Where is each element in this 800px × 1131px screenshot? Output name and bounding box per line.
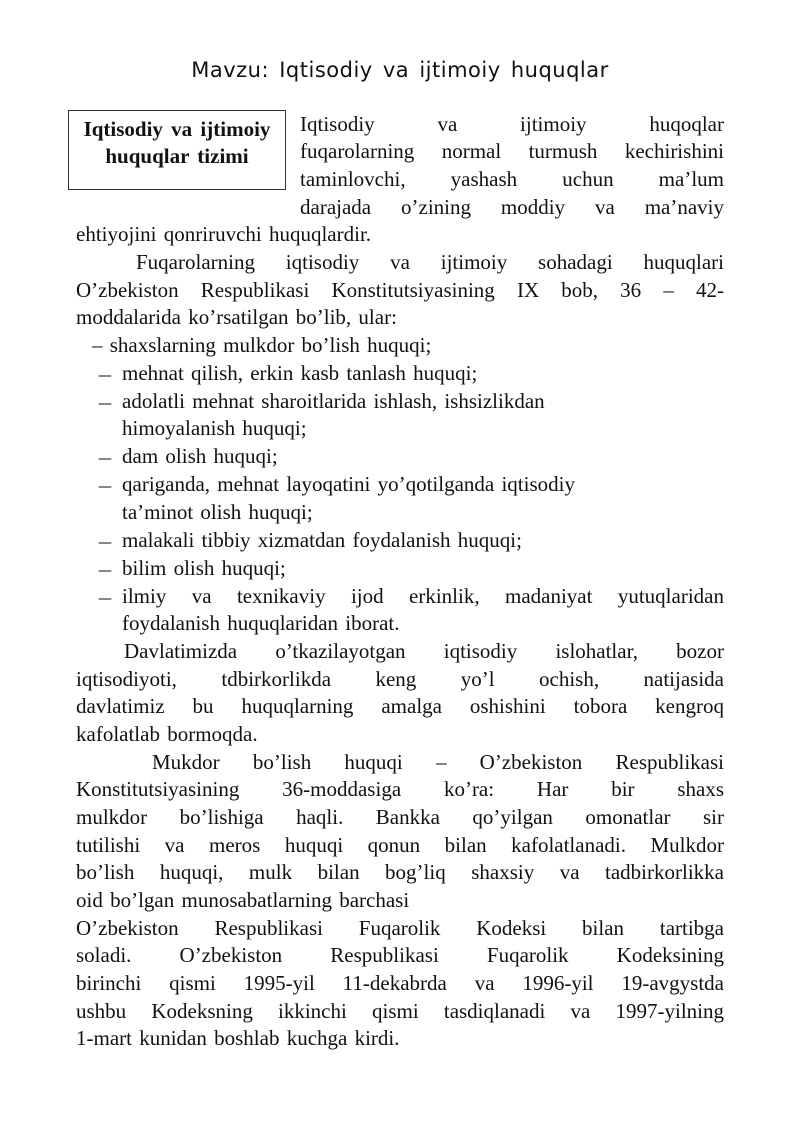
rights-list-item: mehnat qilish, erkin kasb tanlash huquqi; (122, 361, 478, 385)
list-dash-marker: — (98, 451, 112, 467)
paragraph-line: Konstitutsiyasining 36-moddasiga ko’ra: Har bir shaxs (76, 777, 724, 801)
intro-line: taminlovchi, yashash uchun ma’lum (300, 167, 724, 191)
intro-line: darajada o’zining moddiy va ma’naviy (300, 195, 724, 219)
paragraph-line: oid bo’lgan munosabatlarning barchasi (76, 888, 410, 912)
list-dash-marker: — (98, 591, 112, 607)
paragraph-line: kafolatlab bormoqda. (76, 722, 258, 746)
paragraph-line: O’zbekiston Respublikasi Konstitutsiyasining IX bob, 36 – 42- (76, 278, 724, 302)
paragraph-line: ushbu Kodeksning ikkinchi qismi tasdiqlanadi va 1997-yilning (76, 999, 724, 1023)
boxed-term-heading: Iqtisodiy va ijtimoiy huquqlar tizimi (68, 110, 286, 190)
paragraph-line: moddalarida ko’rsatilgan bo’lib, ular: (76, 305, 397, 329)
list-dash-marker: — (98, 563, 112, 579)
intro-line: fuqarolarning normal turmush kechirishini (300, 139, 724, 163)
rights-list-item: dam olish huquqi; (122, 444, 278, 468)
list-dash-marker: — (98, 396, 112, 412)
paragraph-line: 1-mart kunidan boshlab kuchga kirdi. (76, 1026, 400, 1050)
rights-list-item: ilmiy va texnikaviy ijod erkinlik, madaniyat yutuqlaridan (122, 584, 724, 608)
paragraph-line: Fuqarolarning iqtisodiy va ijtimoiy sohadagi huquqlari (136, 250, 724, 274)
rights-list-item: bilim olish huquqi; (122, 556, 286, 580)
paragraph-line: tutilishi va meros huquqi qonun bilan kafolatlanadi. Mulkdor (76, 833, 724, 857)
rights-list-item: malakali tibbiy xizmatdan foydalanish huquqi; (122, 528, 522, 552)
intro-line: ehtiyojini qonriruvchi huquqlardir. (76, 222, 372, 246)
rights-list-item-continued: himoyalanish huquqi; (122, 416, 307, 440)
paragraph-line: Davlatimizda o’tkazilayotgan iqtisodiy islohatlar, bozor (124, 639, 724, 663)
rights-list-item: – shaxslarning mulkdor bo’lish huquqi; (92, 333, 432, 357)
paragraph-line: birinchi qismi 1995-yil 11-dekabrda va 1996-yil 19-avgystda (76, 971, 724, 995)
page-title: Mavzu: Iqtisodiy va ijtimoiy huquqlar (191, 58, 609, 82)
paragraph-line: iqtisodiyoti, tdbirkorlikda keng yo’l ochish, natijasida (76, 667, 724, 691)
paragraph-line: soladi. O’zbekiston Respublikasi Fuqarolik Kodeksining (76, 943, 724, 967)
list-dash-marker: — (98, 479, 112, 495)
paragraph-line: O’zbekiston Respublikasi Fuqarolik Kodeksi bilan tartibga (76, 916, 724, 940)
paragraph-line: davlatimiz bu huquqlarning amalga oshishini tobora kengroq (76, 694, 724, 718)
rights-list-item-continued: ta’minot olish huquqi; (122, 500, 313, 524)
rights-list-item-continued: foydalanish huquqlaridan iborat. (122, 611, 400, 635)
paragraph-line: bo’lish huquqi, mulk bilan bog’liq shaxsiy va tadbirkorlikka (76, 860, 724, 884)
paragraph-line: mulkdor bo’lishiga haqli. Bankka qo’yilgan omonatlar sir (76, 805, 724, 829)
list-dash-marker: — (98, 368, 112, 384)
list-dash-marker: — (98, 535, 112, 551)
intro-line: Iqtisodiy va ijtimoiy huqoqlar (300, 112, 724, 136)
rights-list-item: qariganda, mehnat layoqatini yo’qotilganda iqtisodiy (122, 472, 575, 496)
rights-list-item: adolatli mehnat sharoitlarida ishlash, ishsizlikdan (122, 389, 545, 413)
paragraph-line: Mukdor bo’lish huquqi – O’zbekiston Respublikasi (152, 750, 724, 774)
